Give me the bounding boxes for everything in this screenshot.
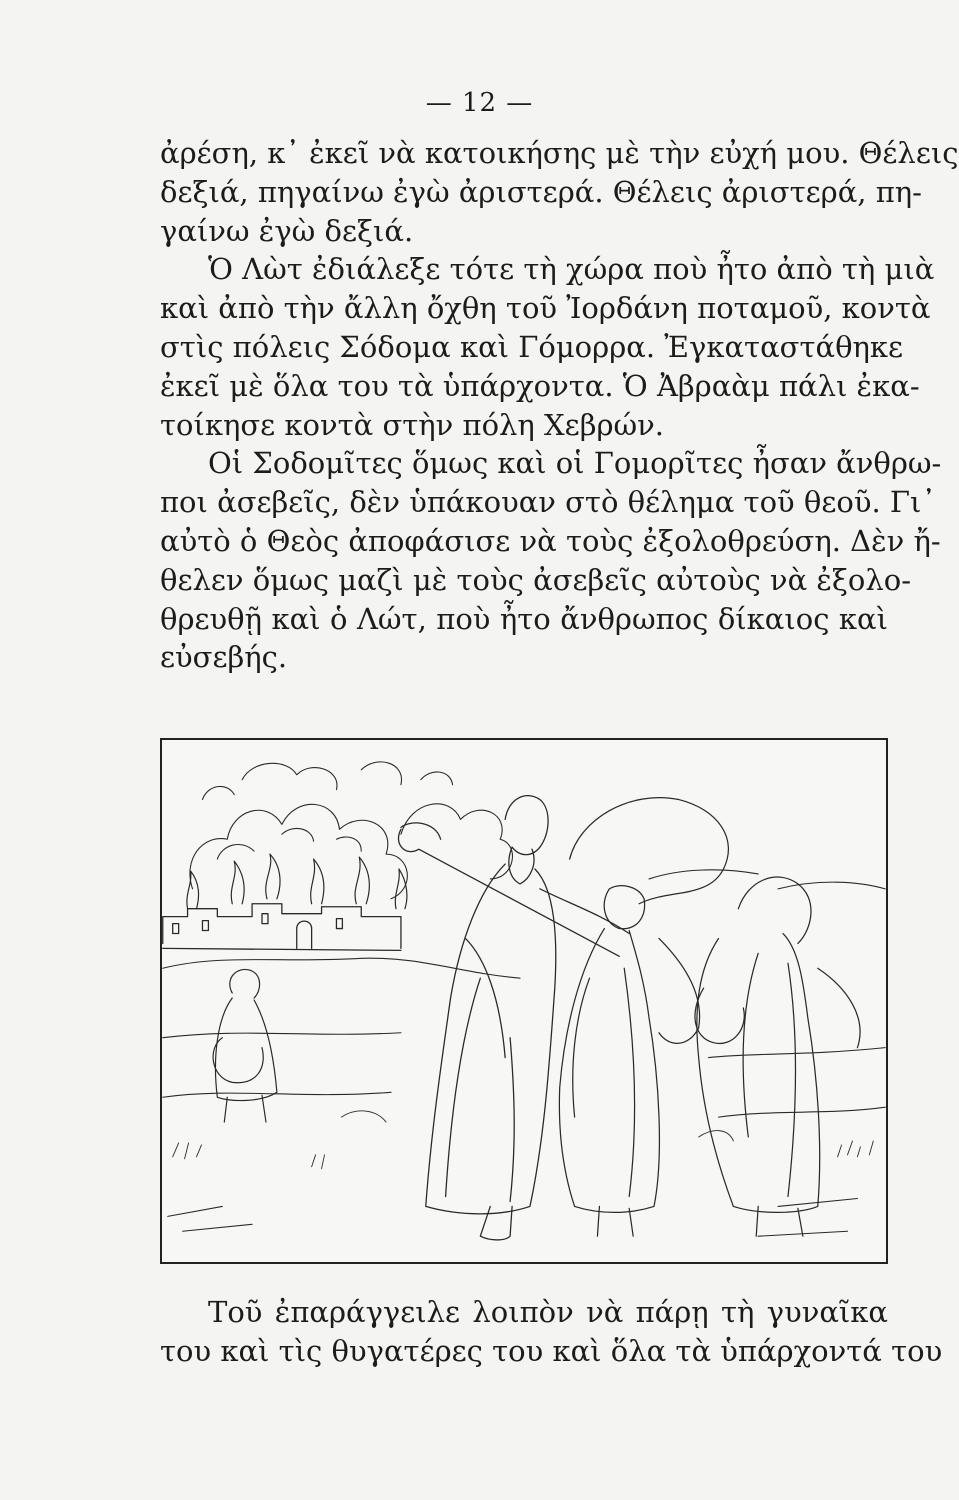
text-line: ἐκεῖ μὲ ὅλα του τὰ ὑπάρχοντα. Ὁ Ἀβραὰμ πάλι ἐκα-: [160, 368, 920, 403]
burning-city: [163, 904, 401, 951]
grass-strokes: [173, 1111, 874, 1169]
figure-daughter-center: [559, 798, 728, 1237]
illustration-lot-fleeing-sodom: [160, 738, 888, 1264]
text-line: δεξιά, πηγαίνω ἐγὼ ἀριστερά. Θέλεις ἀριστερά, πη-: [160, 174, 922, 209]
body-text-bottom: [160, 1293, 943, 1371]
text-line: γαίνω ἐγὼ δεξιά.: [160, 213, 414, 248]
text-line: αὐτὸ ὁ Θεὸς ἀποφάσισε νὰ τοὺς ἐξολοθρεύση. Δὲν ἤ-: [160, 523, 941, 558]
text-line: Τοῦ ἐπαράγγειλε λοιπὸν νὰ πάρῃ τὴ γυναῖκα: [208, 1295, 888, 1329]
text-line: στὶς πόλεις Σόδομα καὶ Γόμορρα. Ἐγκαταστάθηκε: [160, 329, 904, 364]
text-line: ἀρέση, κ᾿ ἐκεῖ νὰ κατοικήσης μὲ τὴν εὐχή μου. Θέλεις: [160, 136, 959, 170]
figure-lot: [399, 796, 630, 1240]
figure-left: [213, 969, 277, 1122]
text-line: ποι ἀσεβεῖς, δὲν ὑπάκουαν στὸ θέλημα τοῦ θεοῦ. Γι᾿: [160, 485, 936, 520]
engraving-drawing: [162, 740, 886, 1262]
body-text-top: [160, 134, 959, 677]
smoke-clouds: [190, 762, 512, 899]
text-line: του καὶ τὶς θυγατέρες του καὶ ὅλα τὰ ὑπάρχοντά του: [160, 1333, 943, 1368]
text-line: καὶ ἀπὸ τὴν ἄλλη ὄχθη τοῦ Ἰορδάνη ποταμοῦ, κοντὰ: [160, 291, 931, 326]
text-line: Ὁ Λὼτ ἐδιάλεξε τότε τὴ χώρα ποὺ ἦτο ἀπὸ τὴ μιὰ: [208, 252, 935, 287]
page-number: — 12 —: [425, 88, 534, 118]
flames: [187, 854, 407, 909]
text-line: θρευθῇ καὶ ὁ Λώτ, ποὺ ἦτο ἄνθρωπος δίκαιος καὶ: [160, 601, 888, 636]
text-line: εὐσεβής.: [160, 640, 288, 675]
text-line: Οἱ Σοδομῖτες ὅμως καὶ οἱ Γομορῖτες ἦσαν ἄνθρω-: [208, 446, 942, 481]
text-line: τοίκησε κοντὰ στὴν πόλη Χεβρών.: [160, 407, 665, 442]
text-line: θελεν ὅμως μαζὶ μὲ τοὺς ἀσεβεῖς αὐτοὺς νὰ ἐξολο-: [160, 562, 911, 597]
